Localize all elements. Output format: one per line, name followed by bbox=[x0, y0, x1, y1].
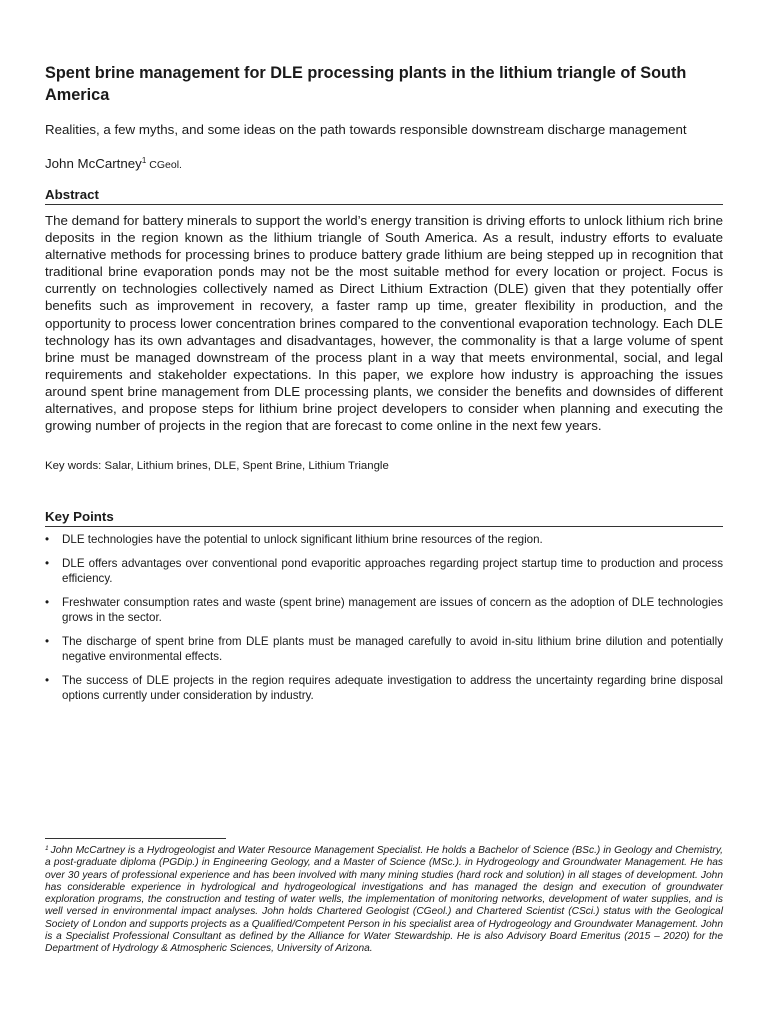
footnote-mark: 1 bbox=[45, 845, 49, 852]
bullet-icon: • bbox=[45, 673, 50, 687]
author-credential: CGeol. bbox=[149, 159, 182, 171]
key-point-item bbox=[45, 556, 723, 587]
paper-title: Spent brine management for DLE processing plants in the lithium triangle of South America bbox=[45, 64, 687, 104]
abstract-heading: Abstract bbox=[45, 186, 723, 205]
key-point-item bbox=[45, 634, 723, 665]
key-point-text: The success of DLE projects in the region requires adequate investigation to address the uncertainty regarding brine disposal options currently under consideration by industry. bbox=[62, 673, 723, 702]
key-point-item bbox=[45, 532, 723, 548]
bullet-icon: • bbox=[45, 556, 50, 570]
bullet-icon: • bbox=[45, 634, 50, 648]
bullet-icon: • bbox=[45, 595, 50, 609]
key-point-item bbox=[45, 595, 723, 626]
author-footnote bbox=[45, 843, 723, 956]
key-points-list bbox=[45, 532, 723, 712]
abstract-text: The demand for battery minerals to support the world’s energy transition is driving efforts to unlock lithium rich brine deposits in the region known as the lithium triangle of South America. As a result, industry efforts to evaluate alternative methods for processing brines to produce battery grade lithium are being stepped up in recognition that traditional brine evaporation ponds may not be the most suitable method for every location or project. Focus is currently on technologies collectively named as Direct Lithium Extraction (DLE) given that they potentially offer benefits such as improvement in recovery, a faster ramp up time, greater flexibility in production, and the opportunity to process lower concentration brines compared to the conventional evaporation technology. Each DLE technology has its own advantages and disadvantages, however, the commonality is that a large volume of spent brine must be managed downstream of the process plant in a way that meets environmental, social, and legal requirements and stakeholder expectations. In this paper, we explore how industry is approaching the issues around spent brine management from DLE processing plants, we consider the benefits and downsides of different alternatives, and propose steps for lithium brine project developers to consider when planning and executing the growing number of projects in the region that are forecast to come online in the next few years. bbox=[45, 213, 723, 434]
key-point-text: DLE offers advantages over conventional pond evaporitic approaches regarding project startup time to production and process efficiency. bbox=[62, 556, 723, 585]
bullet-icon: • bbox=[45, 533, 50, 546]
footnote-text: John McCartney is a Hydrogeologist and Water Resource Management Specialist. He holds a Bachelor of Science (BSc.) in Geology and Chemistry, a post-graduate diploma (PGDip.) in Engineering Geology, and a Master of Science (MSc.). in Hydrogeology and Groundwater Management. He has over 30 years of professional experience and has been involved with many mining studies (hard rock and solution) in all stages of development. John has considerable experience in hydrological and hydrogeological investigations and has managed the design and execution of groundwater exploration programs, the construction and testing of water wells, the implementation of monitoring networks, development of water supplies, and is well versed in environmental impact analyses. John holds Chartered Geologist (CGeol.) and Chartered Scientist (CSci.) status with the Geological Society of London and supports projects as a Qualified/Competent Person in his specialist area of Hydrogeology and Groundwater Management. John is a Specialist Professional Consultant as defined by the Alliance for Water Stewardship. He is also Advisory Board Emeritus (2015 – 2020) for the Department of Hydrology & Atmospheric Sciences, University of Arizona. bbox=[45, 845, 723, 955]
author-footnote-mark: 1 bbox=[141, 156, 147, 165]
key-point-text: DLE technologies have the potential to unlock significant lithium brine resources of the region. bbox=[62, 533, 543, 546]
author-name: John McCartney bbox=[45, 156, 142, 171]
key-point-text: The discharge of spent brine from DLE plants must be managed carefully to avoid in-situ lithium brine dilution and potentially negative environmental effects. bbox=[62, 634, 723, 663]
key-points-heading: Key Points bbox=[45, 508, 723, 527]
footnote-divider bbox=[45, 838, 226, 839]
keywords: Key words: Salar, Lithium brines, DLE, Spent Brine, Lithium Triangle bbox=[45, 460, 389, 472]
author-line bbox=[45, 152, 182, 174]
key-point-text: Freshwater consumption rates and waste (spent brine) management are issues of concern as the adoption of DLE technologies grows in the sector. bbox=[62, 595, 723, 624]
paper-subtitle: Realities, a few myths, and some ideas on the path towards responsible downstream discharge management bbox=[45, 122, 687, 137]
key-point-item bbox=[45, 673, 723, 704]
